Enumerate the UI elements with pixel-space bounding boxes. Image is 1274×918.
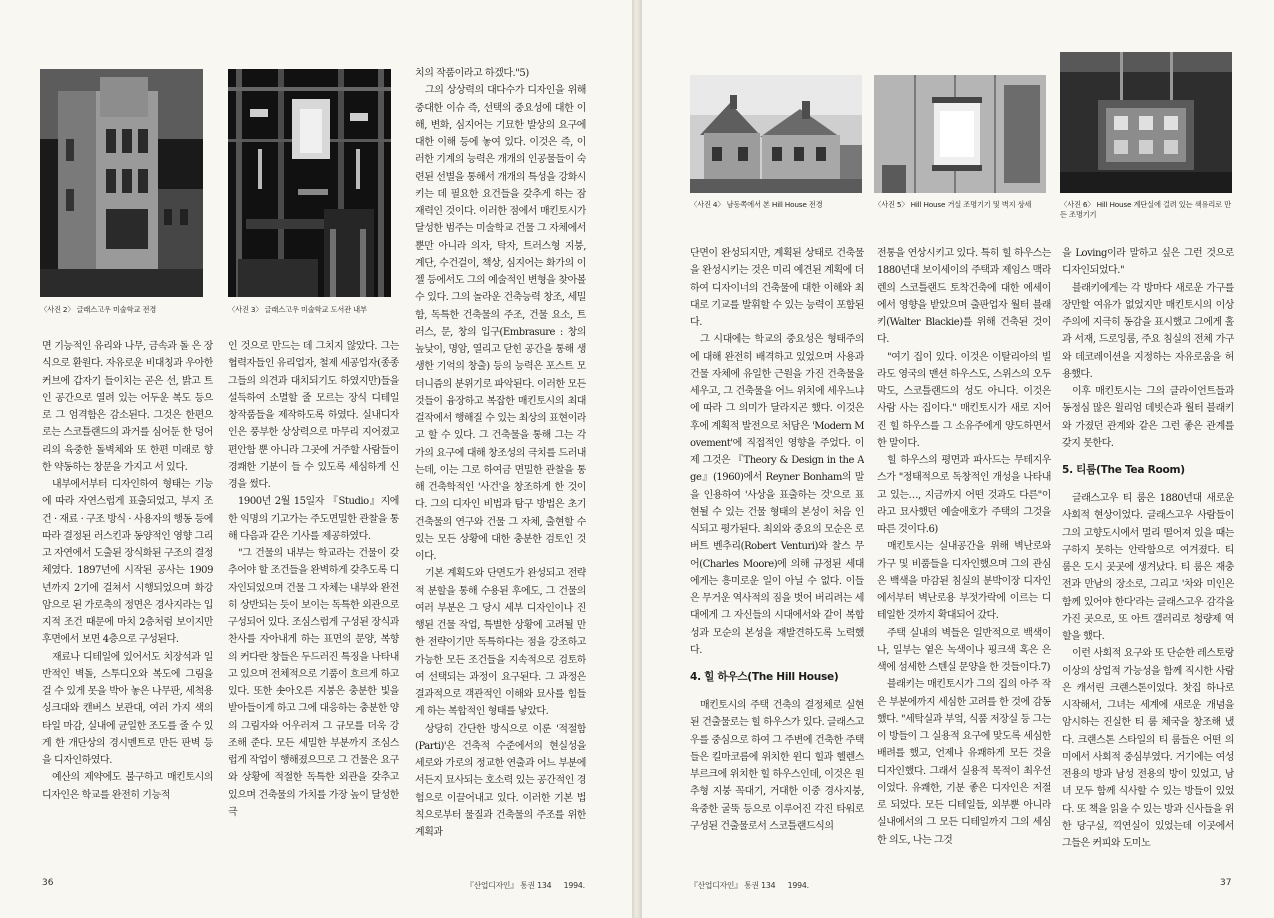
paragraph: 면 기능적인 유리와 나무, 금속과 돌 은 장식으로 환원다. 자유로운 비대칭과 우아한 커브에 갑자기 들이치는 곧은 선, 밝고 트인 공간으로 열려 있는 어두운 복도 등으로 그 엄격함은 감소된다. 그것은 한편으로는 스코틀랜드의 과거를 심어둔 한 덩어리의 육중한 돌벽체와 또 한편 미래로 향한 약동하는 창문을 가지고 서 있다. xyxy=(42,341,213,473)
paragraph: 기본 계획도와 단면도가 완성되고 전략적 분할을 통해 수용된 후에도, 그 건물의 여러 부분은 그 당시 세부 디자인이나 진행된 건물 작업, 특별한 상황에 고려될 만한 전략이기만 독특하다는 점을 강조하고 가능한 모든 조건들을 지속적으로 검토하여 선택되는 과정이 요구된다. 그 과정은 결과적으로 객관적인 이해와 묘사를 힘들게 하는 복합적인 형태를 낳았다. xyxy=(415,568,586,718)
paragraph: 매킨토시의 주택 건축의 결정체로 실현된 건출물로는 힐 하우스가 있다. 글래스고우를 중심으로 하여 그 주변에 건축한 주택들은 킬마코름에 위치한 윈디 힐과 헬렌스부르크에 위치한 힐 하우스인데, 이것은 원추형 지붕 꼭대기, 거대한 이중 경사지붕, 육중한 굴뚝 등으로 이루어진 각진 타워로 구성된 건출물로서 스코틀랜드식의 xyxy=(690,700,864,832)
stairwell-lamp-image xyxy=(1060,52,1232,193)
text-column xyxy=(228,338,399,862)
section-heading-tea-room: 5. 티룸(The Tea Room) xyxy=(1062,464,1185,476)
text-column xyxy=(690,245,864,863)
footer-publication: 『산업디자인』 통권 134 xyxy=(690,881,776,890)
photo-glasgow-school-exterior xyxy=(40,69,203,297)
footer-publication: 『산업디자인』 통권 134 xyxy=(466,881,552,890)
paragraph: 전통을 연상시키고 있다. 특히 힐 하우스는 1880년대 보이세이의 주택과 제임스 맥라렌의 스코틀랜드 토착건축에 대한 에세이에서 영향을 받았으며 출판업자 월터 블래키(Walter Blackie)를 위해 건축된 것이다. xyxy=(877,248,1051,346)
paragraph: 인 것으로 만드는 데 그치지 않았다. 그는 협력자들인 유리업자, 철제 세공업자(종종 그들의 의견과 대치되기도 하였지만)들을 설득하여 소멸할 줄 모르는 장식 디테일 창작품들을 제작하도록 하였다. 실내디자인은 풍부한 상상력으로 마무리 지어졌고 편안함 뿐 아니라 그곳에 거주할 사람들이 경쾌한 기분이 들 수 있도록 세심하게 신경을 썼다. xyxy=(228,341,399,490)
footer-year: 1994. xyxy=(787,881,809,890)
text-column xyxy=(877,245,1051,863)
paragraph: "그 건물의 내부는 학교라는 건물이 갖추어야 할 조건들을 완벽하게 갖추도록 디자인되었으며 건물 그 자체는 내부와 완전히 상반되는 듯이 보이는 독특한 외관으로 구성되어 있다. 조심스럽게 구성된 장식과 찬사를 자아내게 하는 표면의 문양, 복향의 커다란 창들은 두드러진 특징을 나타내고 있으며 전체적으로 기품이 흐르게 하고 있다. 또한 솟아오른 지붕은 충분한 빛을 받아들이게 하고 그에 대응하는 충분한 양의 그림자와 어우러져 그 규모를 더욱 강조해 준다. 모든 세밀한 부분까지 조심스럽게 작업이 행해졌으므로 그 건물은 요구와 상황에 적절한 독특한 외관을 갖추고 있으며 건축물의 가치를 가장 높이 달성한 극 xyxy=(228,548,399,818)
photo-glasgow-school-library xyxy=(228,69,391,297)
photo-hill-house-exterior xyxy=(690,75,862,193)
paragraph: 매킨토시는 실내공간을 위해 벽난로와 가구 및 비품들을 디자인했으며 그의 관심은 백색을 마감된 침실의 분박이장 디자인에서부터 벽난로용 부젓가락에 이르는 디테일한 것까지 확대되어 갔다. xyxy=(877,541,1051,622)
photo-caption: 〈사진 6〉 Hill House 계단실에 걸려 있는 색유리로 만든 조명기기 xyxy=(1060,200,1231,219)
hill-house-exterior-image xyxy=(690,75,862,193)
text-column xyxy=(42,338,213,862)
paragraph: 상당히 간단한 방식으로 이룬 '적절함(Parti)'은 건축적 수준에서의 현실성을 세로와 가로의 정교한 연출과 어느 부분에서든지 묘사되는 호소력 있는 공간적인 경험으로 이끌어내고 있다. 이러한 기본 법칙으로부터 물질과 건축물의 주조를 위한 계획과 xyxy=(415,723,586,838)
photo-caption: 〈사진 2〉 글래스고우 미술학교 전경 xyxy=(40,305,157,314)
paragraph: 이후 매킨토시는 그의 클라이언트들과 동정심 많은 윌리엄 데빗슨과 월터 블래키와 가졌던 관계와 같은 그런 좋은 관계를 갖지 못한다. xyxy=(1062,386,1234,449)
paragraph: 그의 상상력의 대다수가 디자인을 위해 중대한 이슈 즉, 선택의 중요성에 대한 이해, 변화, 심지어는 기묘한 발상의 요구에 대한 이해 등에 놓여 있다. 이것은 즉, 이러한 기계의 능력은 개개의 인공물들이 숙련된 선별을 통해서 개개의 특성을 강화시키는 데 필요한 요건들을 갖추게 하는 잠재력인 것이다. 이러한 점에서 매킨토시가 달성한 범주는 미술학교 건물 그 자체에서뿐만 아니라 의자, 탁자, 트러스형 지붕, 계단, 수건걸이, 책상, 심지어는 화가의 이젤 등에서도 그의 예술적인 변형을 찾아볼 수 있다. 그의 놀라운 건축능력 창조, 세밀함, 독특한 건축물의 주조, 건물 요소, 트러스, 문, 창의 입구(Embrasure : 창의 높낮이, 명암, 열리고 닫힌 공간을 통해 생생한 기억의 창출) 등의 능력은 포스트 모더니즘의 분위기로 파악된다. 이러한 모든 것들이 융장하고 복잡한 매킨토시의 최대 걸작에서 행해질 수 있는 최상의 표현이라고 할 수 있다. 그 건축물을 통해 그는 각가의 요구에 대해 창조성의 극치를 드러내는데, 이는 그로 하여금 면밀한 관찰을 통해 건축학적인 '사건'을 창조하게 한 것이다. 그의 디자인 비법과 탐구 방법은 초기 건축물의 연구와 건물 그 자체, 출현할 수 있는 모든 상황에 대한 충분한 검토인 것이다. xyxy=(415,85,586,562)
page-number: 37 xyxy=(1220,878,1232,888)
library-interior-image xyxy=(228,69,391,297)
photo-caption: 〈사진 3〉 글래스고우 미술학교 도서관 내부 xyxy=(228,305,367,314)
page-footer xyxy=(690,880,809,891)
photo-caption: 〈사진 5〉 Hill House 거실 조명기기 및 벽지 상세 xyxy=(874,200,1032,209)
page-number: 36 xyxy=(42,878,54,888)
text-column xyxy=(1062,245,1234,863)
section-heading-hill-house: 4. 힐 하우스(The Hill House) xyxy=(690,671,839,683)
paragraph: 치의 작품이라고 하겠다."5) xyxy=(415,68,529,79)
lighting-detail-image xyxy=(874,75,1046,193)
paragraph: 블래키는 매킨토시가 그의 집의 아주 작은 부분에까지 세심한 고려를 한 것에 감동했다. "세탁실과 부엌, 식품 저장실 등 그는 이 방들이 그 실용적 요구에 맞도록 세심한 배려를 했고, 언제나 유쾌하게 모든 것을 디자인했다. 그래서 실용적 목적이 최우선이었다. 유쾌한, 기분 좋은 디자인은 저절로 되었다. 모든 디테일들, 외부뿐 아니라 실내에서의 그 모든 디테일까지 그의 세심한 의도, 나는 그것 xyxy=(877,679,1051,846)
paragraph: 그 시대에는 학교의 중요성은 형태주의에 대해 완전히 배격하고 있었으며 사용과 건물 자체에 유일한 근원을 가진 건축물을 세우고, 그 건축물을 어느 위치에 세우느냐에 따라 그 의미가 달라지곤 했다. 이것은 후에 계획적 발전으로 처담은 'Modern Movement'에 직접적인 영향을 주었다. 이제 그것은 『Theory & Design in the Age』(1960)에서 Reyner Bonham의 말을 인용하여 '사상을 표출하는 것'으로 표현될 수 있는 건물 형태의 본성이 처음 인식되고 평가된다. 최외와 중요의 모순은 로버트 벤추리(Robert Venturi)와 찰스 무어(Charles Moore)에 의해 규정된 세대에게는 흥미로운 일이 아닐 수 없다. 이들은 무거운 역사적의 짐을 벗어 버리려는 세대에게 그 자신들의 시대에서와 같이 복합성과 모순의 본성을 재발견하도록 노력했다. xyxy=(690,334,864,656)
photo-hill-house-stairwell-lamp xyxy=(1060,52,1232,193)
building-exterior-image xyxy=(40,69,203,297)
paragraph: 을 Loving이라 말하고 싶은 그런 것으로 디자인되었다." xyxy=(1062,248,1234,277)
paragraph: 글래스고우 티 룸은 1880년대 새로운 사회적 현상이었다. 글래스고우 사람들이 그의 고향도시에서 멀리 떨어져 있을 때는 구하지 못하는 안락함으로 여겨졌다. 티 룸은 도시 곳곳에 생겨났다. 티 룸은 재충전과 만남의 장소로, 그리고 '차와 미인은 함께 있어야 한다'라는 글래스고우 감각을 가진 곳으로, 또 아트 갤러리로 청량제 역할을 했다. xyxy=(1062,493,1234,642)
footer-year: 1994. xyxy=(563,881,585,890)
paragraph: 내부에서부터 디자인하여 형태는 기능에 따라 자연스럽게 표출되었고, 부지 조건 · 재료 · 구조 방식 · 사용자의 행동 등에 따라 결정된 러스킨과 동양적인 영향 그리고 자연에서 도출된 장식화된 구조의 결정체였다. 1897년에 시작된 공사는 1909년까지 2기에 걸쳐서 시행되었으며 화강암으로 된 가로축의 정면은 경사지라는 입지적 조건 때문에 마치 2층처럼 보이지만 후면에서 보면 4층으로 구성된다. xyxy=(42,479,213,646)
paragraph: "여기 집이 있다. 이것은 이탈리아의 빌라도 영국의 맨션 하우스도, 스위스의 오두막도, 스코틀랜드의 성도 아니다. 이것은 사람 사는 집이다." 매킨토시가 새로 지어진 힐 하우스를 그 소유주에게 양도하면서 한 말이다. xyxy=(877,351,1051,449)
paragraph: 이런 사회적 요구와 또 단순한 레스토랑 이상의 상업적 가능성을 함께 직시한 사람은 캐서린 크랜스톤이었다. 찻집 하나로 시작해서, 그녀는 세계에 새로운 개념을 암시하는 진실한 티 룸 체국을 창조해 냈다. 크랜스톤 스타일의 티 룸들은 어떤 의미에서 사회적 중심부였다. 거기에는 여성 전용의 방과 남성 전용의 방이 있었고, 남녀 모두 함께 식사할 수 있는 방들이 있었다. 또 책을 읽을 수 있는 방과 신사들을 위한 당구실, 끽연실이 있었는데 이곳에서 그들은 커피와 도미노 xyxy=(1062,648,1234,849)
text-column xyxy=(415,65,586,862)
paragraph: 블래키에게는 각 방마다 새로운 가구를 장만할 여유가 없었지만 매킨토시의 이상주의에 지극히 동감을 표시했고 그에게 홀과 서재, 드로잉룸, 주요 침실의 전체 가구와 데코레이션을 지정하는 자유로움을 허용했다. xyxy=(1062,282,1234,380)
paragraph: 예산의 제약에도 불구하고 매킨토시의 디자인은 학교를 완전히 기능적 xyxy=(42,772,213,801)
photo-hill-house-lighting xyxy=(874,75,1046,193)
paragraph: 재료나 디테일에 있어서도 치장석과 일반적인 벽돌, 스투디오와 복도에 그림을 걸 수 있게 못을 박아 놓은 나무판, 세척용 싱크대와 캔버스 보관대, 여러 가지 색의 타일 마감, 실내에 균일한 조도를 줄 수 있게 한 개단상의 경시멘트로 만든 판벽 등을 디자인하였다. xyxy=(42,651,213,766)
page-gutter xyxy=(632,0,642,918)
page-footer xyxy=(466,880,585,891)
paragraph: 주택 실내의 벽들은 일반적으로 백색이나, 일부는 옅은 녹색이나 핑크색 혹은 은색에 섬세한 스텐실 문양을 한 것들이다.7) xyxy=(877,627,1051,673)
right-page xyxy=(642,0,1274,918)
paragraph: 단면이 완성되지만, 계획된 상태로 건축물을 완성시키는 것은 미리 예견된 계획에 더하여 디자이너의 건축물에 대한 이해와 최대로 기교를 발휘할 수 있는 능력이 포함된다. xyxy=(690,248,864,328)
paragraph: 1900년 2월 15일자 『Studio』지에 한 익명의 기고가는 주도면밀한 관찰을 통해 다음과 같은 기사를 제공하였다. xyxy=(228,496,399,542)
photo-caption: 〈사진 4〉 남동쪽에서 본 Hill House 전경 xyxy=(690,200,823,209)
paragraph: 힐 하우스의 평면과 파사드는 무테지우스가 "정태적으로 독창적인 개성을 나타내고 있는…, 지금까지 어떤 것과도 다른"이라고 묘사했던 예술애호가 주택의 그것을 따른 것이다.6) xyxy=(877,455,1051,535)
left-page xyxy=(0,0,632,918)
